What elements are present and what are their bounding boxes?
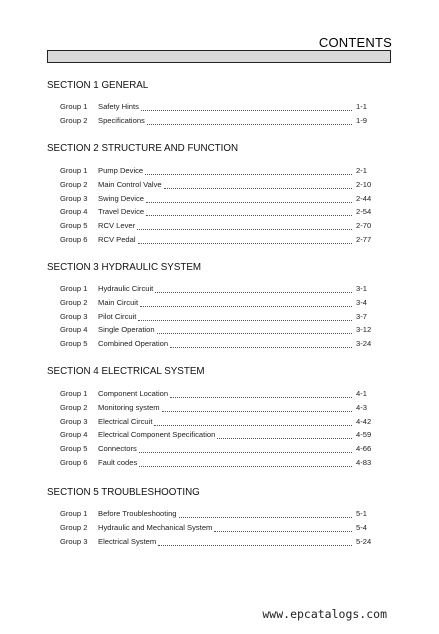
entry-name: Component Location [98,389,169,398]
dot-leader [214,525,352,532]
page-number: 2-54 [356,207,372,217]
toc-entry[interactable] [60,458,380,469]
toc-entry[interactable] [60,444,380,455]
dot-leader [162,405,352,412]
page-number: 5-4 [356,522,367,532]
group-label: Group 6 [60,235,88,244]
entry-name: Hydraulic Circuit [98,284,154,293]
page-number: 3-7 [356,311,367,321]
toc-entry[interactable] [60,509,380,520]
dot-leader [138,314,352,321]
page-title: CONTENTS [318,35,392,50]
entry-name: Swing Device [98,193,145,203]
page-number: 3-24 [356,339,372,349]
group-label: Group 4 [60,207,88,217]
entry-name: Combined Operation [98,339,169,349]
toc-entry[interactable] [60,194,380,205]
entry-name: Before Troubleshooting [98,509,177,518]
toc-entry[interactable] [60,389,380,400]
dot-leader [155,286,352,293]
dot-leader [146,196,352,203]
group-label: Group 2 [60,115,88,125]
toc-entry[interactable] [60,235,380,246]
toc-entry[interactable] [60,180,380,191]
page-number: 4-1 [356,389,367,398]
page-number: 1-1 [356,102,367,111]
group-label: Group 4 [60,325,88,335]
page-number: 5-24 [356,536,372,546]
section-title: SECTION 5 TROUBLESHOOTING [47,487,200,498]
dot-leader [139,460,352,467]
group-label: Group 3 [60,193,88,203]
entry-name: Main Control Valve [98,179,162,189]
toc-entry[interactable] [60,284,380,295]
entry-name: Pump Device [98,166,144,175]
toc-entry[interactable] [60,339,380,350]
entry-name: Connectors [98,444,137,454]
page-number: 5-1 [356,509,367,518]
entry-name: Main Circuit [98,297,139,307]
dot-leader [179,511,352,518]
dot-leader [164,182,352,189]
entry-name: Electrical Component Specification [98,430,216,440]
page-number: 2-10 [356,179,372,189]
page-number: 4-83 [356,458,372,467]
watermark: www.epcatalogs.com [262,607,387,621]
toc-entry[interactable] [60,221,380,232]
page-number: 4-42 [356,416,372,426]
entry-name: RCV Pedal [98,235,136,244]
toc-entry[interactable] [60,430,380,441]
group-label: Group 3 [60,416,88,426]
dot-leader [157,327,352,334]
group-label: Group 1 [60,102,88,111]
toc-entry[interactable] [60,523,380,534]
page-number: 4-59 [356,430,372,440]
group-label: Group 5 [60,444,88,454]
dot-leader [154,419,352,426]
dot-leader [139,446,352,453]
page-number: 2-77 [356,235,372,244]
title-bar [47,50,391,63]
page-number: 2-44 [356,193,372,203]
toc-entry[interactable] [60,537,380,548]
page-number: 3-12 [356,325,372,335]
group-label: Group 6 [60,458,88,467]
dot-leader [141,104,352,111]
dot-leader [137,223,352,230]
group-label: Group 1 [60,509,88,518]
section-title: SECTION 2 STRUCTURE AND FUNCTION [47,143,239,154]
entry-name: Electrical System [98,536,157,546]
group-label: Group 2 [60,522,88,532]
entry-name: Hydraulic and Mechanical System [98,522,213,532]
dot-leader [140,300,352,307]
dot-leader [170,341,352,348]
group-label: Group 2 [60,179,88,189]
entry-name: Fault codes [98,458,138,467]
entry-name: Specifications [98,115,145,125]
page-number: 4-3 [356,402,367,412]
page-number: 3-4 [356,297,367,307]
section-title: SECTION 1 GENERAL [47,80,149,91]
group-label: Group 1 [60,284,88,293]
group-label: Group 5 [60,221,88,231]
entry-name: Travel Device [98,207,145,217]
group-label: Group 1 [60,389,88,398]
dot-leader [138,237,352,244]
toc-entry[interactable] [60,325,380,336]
section-title: SECTION 3 HYDRAULIC SYSTEM [47,262,202,273]
entry-name: RCV Lever [98,221,136,231]
section-title: SECTION 4 ELECTRICAL SYSTEM [47,366,205,377]
group-label: Group 2 [60,402,88,412]
dot-leader [217,432,352,439]
page-number: 1-9 [356,115,367,125]
toc-entry[interactable] [60,166,380,177]
page-number: 2-70 [356,221,372,231]
toc-entry[interactable] [60,298,380,309]
dot-leader [145,168,352,175]
group-label: Group 1 [60,166,88,175]
entry-name: Single Operation [98,325,155,335]
entry-name: Pilot Circuit [98,311,137,321]
entry-name: Monitoring system [98,402,160,412]
entry-name: Electrical Circuit [98,416,153,426]
group-label: Group 3 [60,311,88,321]
toc-entry[interactable] [60,312,380,323]
toc-entry[interactable] [60,207,380,218]
toc-entry[interactable] [60,102,380,113]
page-number: 2-1 [356,166,367,175]
dot-leader [147,118,352,125]
toc-entry[interactable] [60,403,380,414]
dot-leader [146,209,352,216]
group-label: Group 2 [60,297,88,307]
toc-entry[interactable] [60,116,380,127]
entry-name: Safety Hints [98,102,139,111]
group-label: Group 4 [60,430,88,440]
dot-leader [158,539,352,546]
toc-entry[interactable] [60,417,380,428]
page-number: 4-66 [356,444,372,454]
group-label: Group 5 [60,339,88,349]
group-label: Group 3 [60,536,88,546]
dot-leader [170,391,352,398]
page-number: 3-1 [356,284,367,293]
